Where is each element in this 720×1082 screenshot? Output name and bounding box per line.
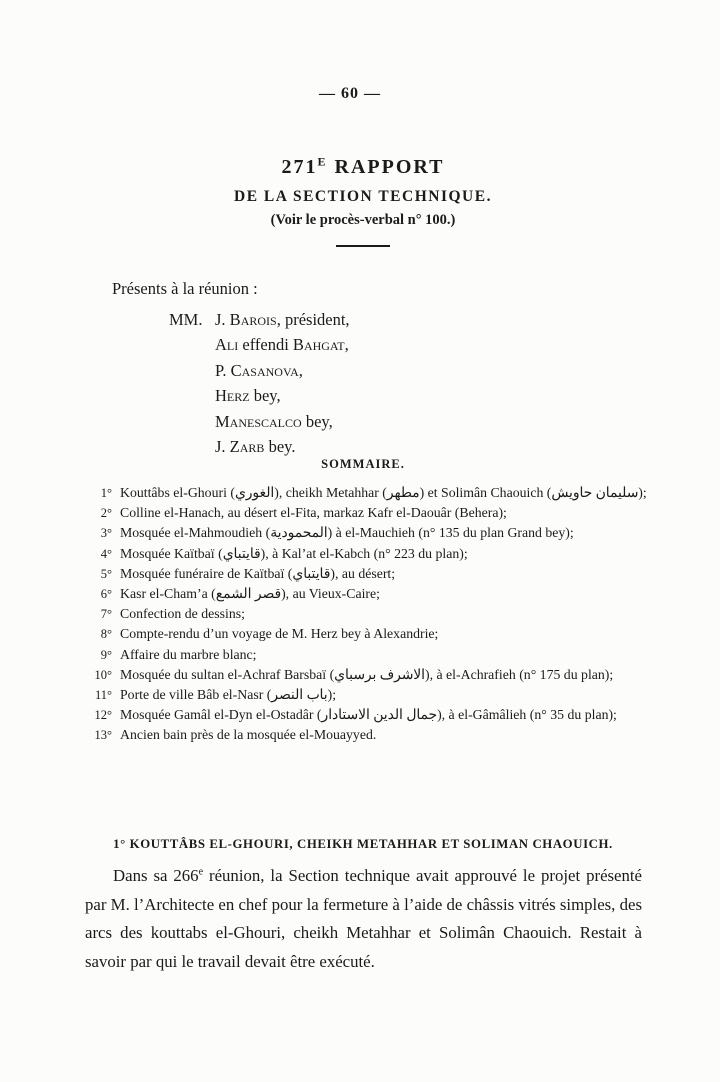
sommaire-item-number: 3° <box>100 526 112 541</box>
sommaire-item-text: Kouttâbs el-Ghouri (الغوري), cheikh Metahhar (مطهر) et Solimân Chaouich (سليمان حاويش); <box>120 485 647 500</box>
attendee-line <box>169 383 350 408</box>
sommaire-item-text: Mosquée Gamâl el-Dyn el-Ostadâr (جمال الدين الاستادار), à el-Gâmâlieh (n° 35 du plan); <box>120 707 617 723</box>
sommaire-item-text: Mosquée funéraire de Kaïtbaï (قايتباي), au désert; <box>120 565 396 581</box>
sommaire-item-text: Mosquée Kaïtbaï (قايتباي), à Kal’at el-Kabch (n° 223 du plan); <box>120 545 468 561</box>
sommaire-item <box>86 665 648 685</box>
text-segment: asanova <box>241 360 299 380</box>
attendee-name <box>215 412 333 431</box>
sommaire-item-number: 9° <box>100 647 112 662</box>
sommaire-item-text: Confection de dessins; <box>120 606 245 622</box>
text-segment: erz <box>226 386 250 406</box>
text-segment: bey. <box>264 437 296 457</box>
sommaire-item <box>86 584 648 604</box>
sommaire-list <box>86 483 648 746</box>
attendees-lines <box>112 307 350 459</box>
sommaire-item <box>86 725 648 745</box>
sommaire-item <box>86 544 648 564</box>
sommaire-item-number: 11° <box>94 688 112 703</box>
sommaire-item-text: Colline el-Hanach, au désert el-Fita, markaz Kafr el-Daouâr (Behera); <box>120 505 507 521</box>
attendee-line <box>169 358 350 383</box>
sommaire-item-number: 5° <box>100 566 112 581</box>
section-heading: 1° KOUTTÂBS EL-GHOURI, CHEIKH METAHHAR ET SOLIMAN CHAOUICH. <box>113 837 613 851</box>
text-segment: 271 <box>281 156 318 178</box>
sommaire-item <box>86 624 648 644</box>
attendee-name <box>215 335 349 354</box>
text-segment: arois <box>240 310 277 329</box>
sommaire-item-text: Ancien bain près de la mosquée el-Mouayyed. <box>120 727 377 743</box>
text-segment: J. B <box>215 310 241 329</box>
body-paragraph <box>85 862 642 976</box>
sommaire-item-number: 4° <box>100 546 112 561</box>
text-segment: H <box>215 386 227 406</box>
sommaire-item-number: 6° <box>100 587 112 602</box>
attendee-name <box>215 437 295 456</box>
attendees-intro: Présents à la réunion : <box>112 279 258 298</box>
text-segment: P. C <box>215 360 242 380</box>
sommaire-item <box>86 705 648 725</box>
text-segment: M <box>215 411 230 431</box>
sommaire-item <box>86 483 648 503</box>
sommaire-item-number: 2° <box>100 506 112 521</box>
text-segment: RAPPORT <box>327 156 445 178</box>
sommaire-item <box>86 503 648 523</box>
sommaire-item-text: Porte de ville Bâb el-Nasr (باب النصر); <box>120 687 337 703</box>
attendee-line <box>169 332 350 357</box>
text-segment: J. Z <box>215 437 240 457</box>
text-segment: , <box>298 360 303 380</box>
title-rule <box>336 245 390 247</box>
sommaire-item-number: 10° <box>94 667 112 682</box>
report-title <box>85 156 641 179</box>
sommaire-item <box>86 523 648 543</box>
text-segment: effendi B <box>238 335 304 355</box>
sommaire-item-text: Compte-rendu d’un voyage de M. Herz bey à Alexandrie; <box>120 626 439 642</box>
attendee-name <box>215 361 303 380</box>
sommaire-item-text: Kasr el-Cham’a (قصر الشمع), au Vieux-Caire; <box>120 586 380 602</box>
text-segment: li <box>226 335 239 355</box>
sommaire-item-text: Mosquée el-Mahmoudieh (المحمودية) à el-Mauchieh (n° 135 du plan Grand bey); <box>120 525 574 541</box>
attendee-name <box>215 310 350 329</box>
text-segment: ahgat <box>303 335 345 355</box>
attendee-line <box>169 409 350 434</box>
sommaire-item-number: 1° <box>100 486 112 500</box>
text-segment: A <box>215 335 227 355</box>
text-segment: arb <box>239 437 265 457</box>
sommaire-item <box>86 604 648 624</box>
text-segment: anescalco <box>229 411 302 431</box>
report-header <box>85 156 641 247</box>
report-note: (Voir le procès-verbal n° 100.) <box>270 212 456 228</box>
sommaire-item <box>86 645 648 665</box>
text-segment: bey, <box>249 386 281 406</box>
attendee-line <box>169 434 350 459</box>
attendees-section <box>112 276 350 459</box>
sommaire-item-number: 12° <box>94 708 112 723</box>
report-subtitle: DE LA SECTION TECHNIQUE. <box>234 188 492 205</box>
sommaire-item-text: Mosquée du sultan el-Achraf Barsbaï (الاشرف برسباي), à el-Achrafieh (n° 175 du plan); <box>120 666 614 682</box>
text-segment: réunion, la Section technique avait approuvé le projet présenté par M. l’Architecte en chef pour la fermeture à l’aide de châssis vitrés simples, des arcs des kouttabs el-Ghouri, cheikh Metahhar et Solimân Chaouich. Restait à savoir par qui le travail devait être exécuté. <box>85 866 643 971</box>
sommaire-item-text: Affaire du marbre blanc; <box>120 646 257 662</box>
sommaire-heading: SOMMAIRE. <box>321 457 405 471</box>
attendees-prefix: MM. <box>169 310 203 329</box>
sommaire-item <box>86 564 648 584</box>
sommaire-item <box>86 685 648 705</box>
text-segment: E <box>317 154 328 169</box>
text-segment: bey, <box>301 411 333 431</box>
text-segment: , <box>344 335 349 355</box>
sommaire-item-number: 13° <box>94 728 112 743</box>
attendee-line <box>169 307 350 332</box>
text-segment: e <box>198 866 204 878</box>
attendee-name <box>215 386 281 405</box>
text-segment: Dans sa 266 <box>113 866 199 885</box>
sommaire-item-number: 7° <box>100 607 112 622</box>
page-number: — 60 — <box>319 85 381 102</box>
sommaire-item-number: 8° <box>100 627 112 642</box>
text-segment: , président, <box>276 310 350 329</box>
